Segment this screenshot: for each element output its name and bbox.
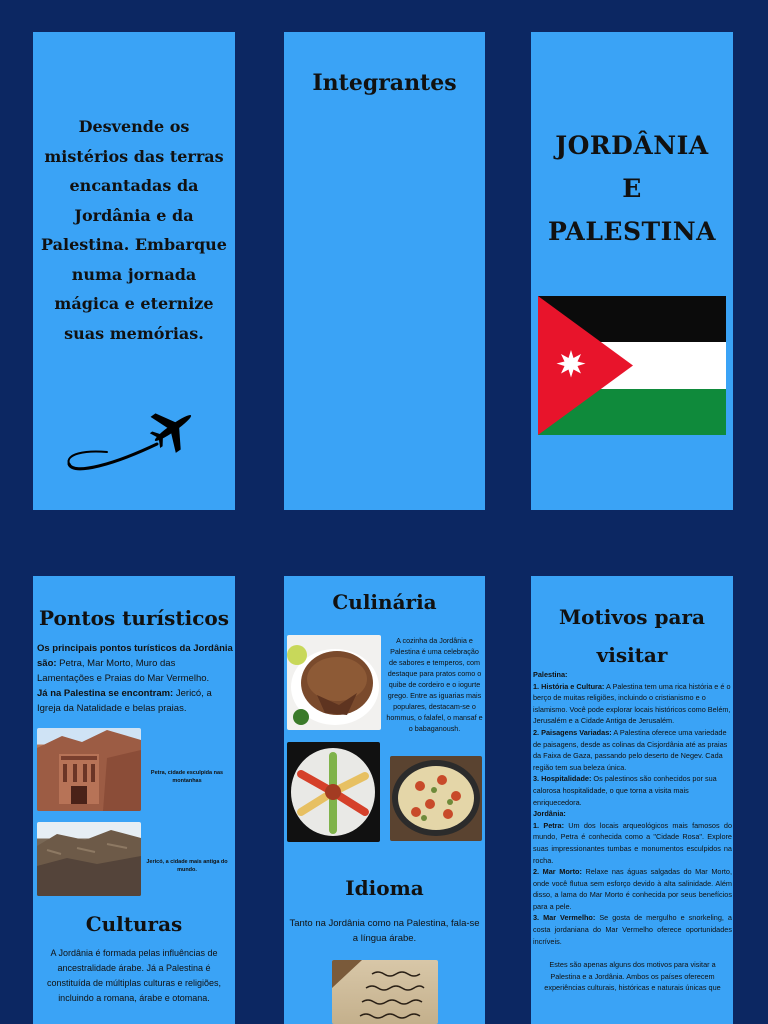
cover-title-line-1: JORDÂNIA <box>555 131 709 160</box>
palestine-2-text: A Palestina oferece uma variedade de paisagens, desde as colinas da Cisjordânia até as praias da Faixa de Gaza, passando pelo deserto de Negev. Cada região tem sua beleza única. <box>533 727 728 772</box>
intro-panel <box>33 32 235 510</box>
members-panel <box>284 32 485 510</box>
palestine-2-label: 2. Paisagens Variadas: <box>533 727 612 737</box>
members-title: Integrantes <box>312 70 457 96</box>
airplane-icon <box>65 406 200 474</box>
jordan-flag-icon <box>538 296 726 435</box>
jordan-3-label: 3. Mar Vermelho: <box>533 913 596 923</box>
cuisine-text: A cozinha da Jordânia e Palestina é uma celebração de sabores e temperos, com destaque para pratos como o quibe de cordeiro e o iogurte grego. Entre as iguarias mais populares, destacam-se o hommus, o falafel, o mansaf e o babaganoush. <box>386 636 483 733</box>
palestine-3-text: Os palestinos são conhecidos por sua calorosa hospitalidade, o que torna a visita mais enriquecedora. <box>533 774 717 807</box>
tourist-lead-bold-1: Os principais pontos turísticos da Jordânia são: <box>37 643 233 669</box>
reasons-closing: Estes são apenas alguns dos motivos para visitar a Palestina e a Jordânia. Ambos os países oferecem experiências culturais, históricas e naturais únicas que <box>544 960 721 993</box>
cover-title-line-3: PALESTINA <box>547 217 717 246</box>
reasons-text <box>533 669 732 994</box>
jordan-3-text: Se gosta de mergulho e snorkeling, a costa jordaniana do Mar Vermelho oferece oportunidades incríveis. <box>533 913 732 946</box>
jordan-1-text: Um dos locais arqueológicos mais famosos do mundo, Petra é conhecida como a "Cidade Rosa". Explore suas impressionantes tumbas e monumentos esculpidos na rocha. <box>533 820 732 865</box>
palestine-3-label: 3. Hospitalidade: <box>533 774 592 784</box>
tourist-panel <box>33 576 235 1024</box>
stuffed-vegetables-photo <box>287 742 380 842</box>
cover-panel <box>531 32 733 510</box>
cuisine-title: Culinária <box>332 590 437 614</box>
palestine-1-text: A Palestina tem uma rica história e é o berço de muitas religiões, incluindo o cristianismo e o islamismo. Você pode explorar locais históricos como Belém, Jerusalém e a Cidade Antiga de Jerusalém. <box>533 681 731 726</box>
jordan-2-label: 2. Mar Morto: <box>533 867 582 877</box>
arabic-manuscript-photo <box>332 960 438 1024</box>
tourist-title: Pontos turísticos <box>39 606 229 630</box>
jericho-photo <box>37 822 141 896</box>
petra-caption: Petra, cidade esculpida nas montanhas <box>150 770 224 784</box>
tourist-text <box>37 641 233 716</box>
palestine-heading: Palestina: <box>533 670 568 679</box>
cultures-title: Culturas <box>85 912 183 936</box>
tourist-lead-bold-2: Já na Palestina se encontram: <box>37 688 174 699</box>
tourist-lead-text-1: Petra, Mar Morto, Muro das Lamentações e Praias do Mar Vermelho. <box>37 658 210 684</box>
jordan-2-text: Relaxe nas águas salgadas do Mar Morto, onde você flutua sem esforço devido à alta salinidade. Além disso, a lama do Mar Morto é conhecida por seus benefícios para a pele. <box>533 867 732 911</box>
cover-title <box>531 124 733 253</box>
palestine-1-label: 1. História e Cultura: <box>533 681 605 691</box>
reasons-title <box>531 598 733 674</box>
petra-photo <box>37 728 141 811</box>
cultures-text: A Jordânia é formada pelas influências de ancestralidade árabe. Já a Palestina é constituída de múltiplas culturas e religiões, incluindo a romana, árabe e otomana. <box>46 948 222 1003</box>
jordan-heading: Jordânia: <box>533 809 566 819</box>
kibbeh-photo <box>287 635 381 730</box>
language-title: Idioma <box>345 876 424 900</box>
jordan-1-label: 1. Petra: <box>533 820 565 830</box>
cuisine-panel <box>284 576 485 1024</box>
reasons-title-line-1: Motivos para <box>559 605 705 629</box>
jericho-caption: Jericó, a cidade mais antiga do mundo. <box>146 859 228 873</box>
tourist-lead-text-2: Jericó, a Igreja da Natalidade e belas praias. <box>37 688 212 714</box>
reasons-title-line-2: visitar <box>596 643 668 667</box>
reasons-panel <box>531 576 733 1024</box>
stew-photo <box>390 756 482 841</box>
cover-title-line-2: E <box>622 174 642 203</box>
language-text: Tanto na Jordânia como na Palestina, fala-se a língua árabe. <box>289 918 480 944</box>
intro-text: Desvende os mistérios das terras encantadas da Jordânia e da Palestina. Embarque numa jornada mágica e eternize suas memórias. <box>41 117 227 343</box>
